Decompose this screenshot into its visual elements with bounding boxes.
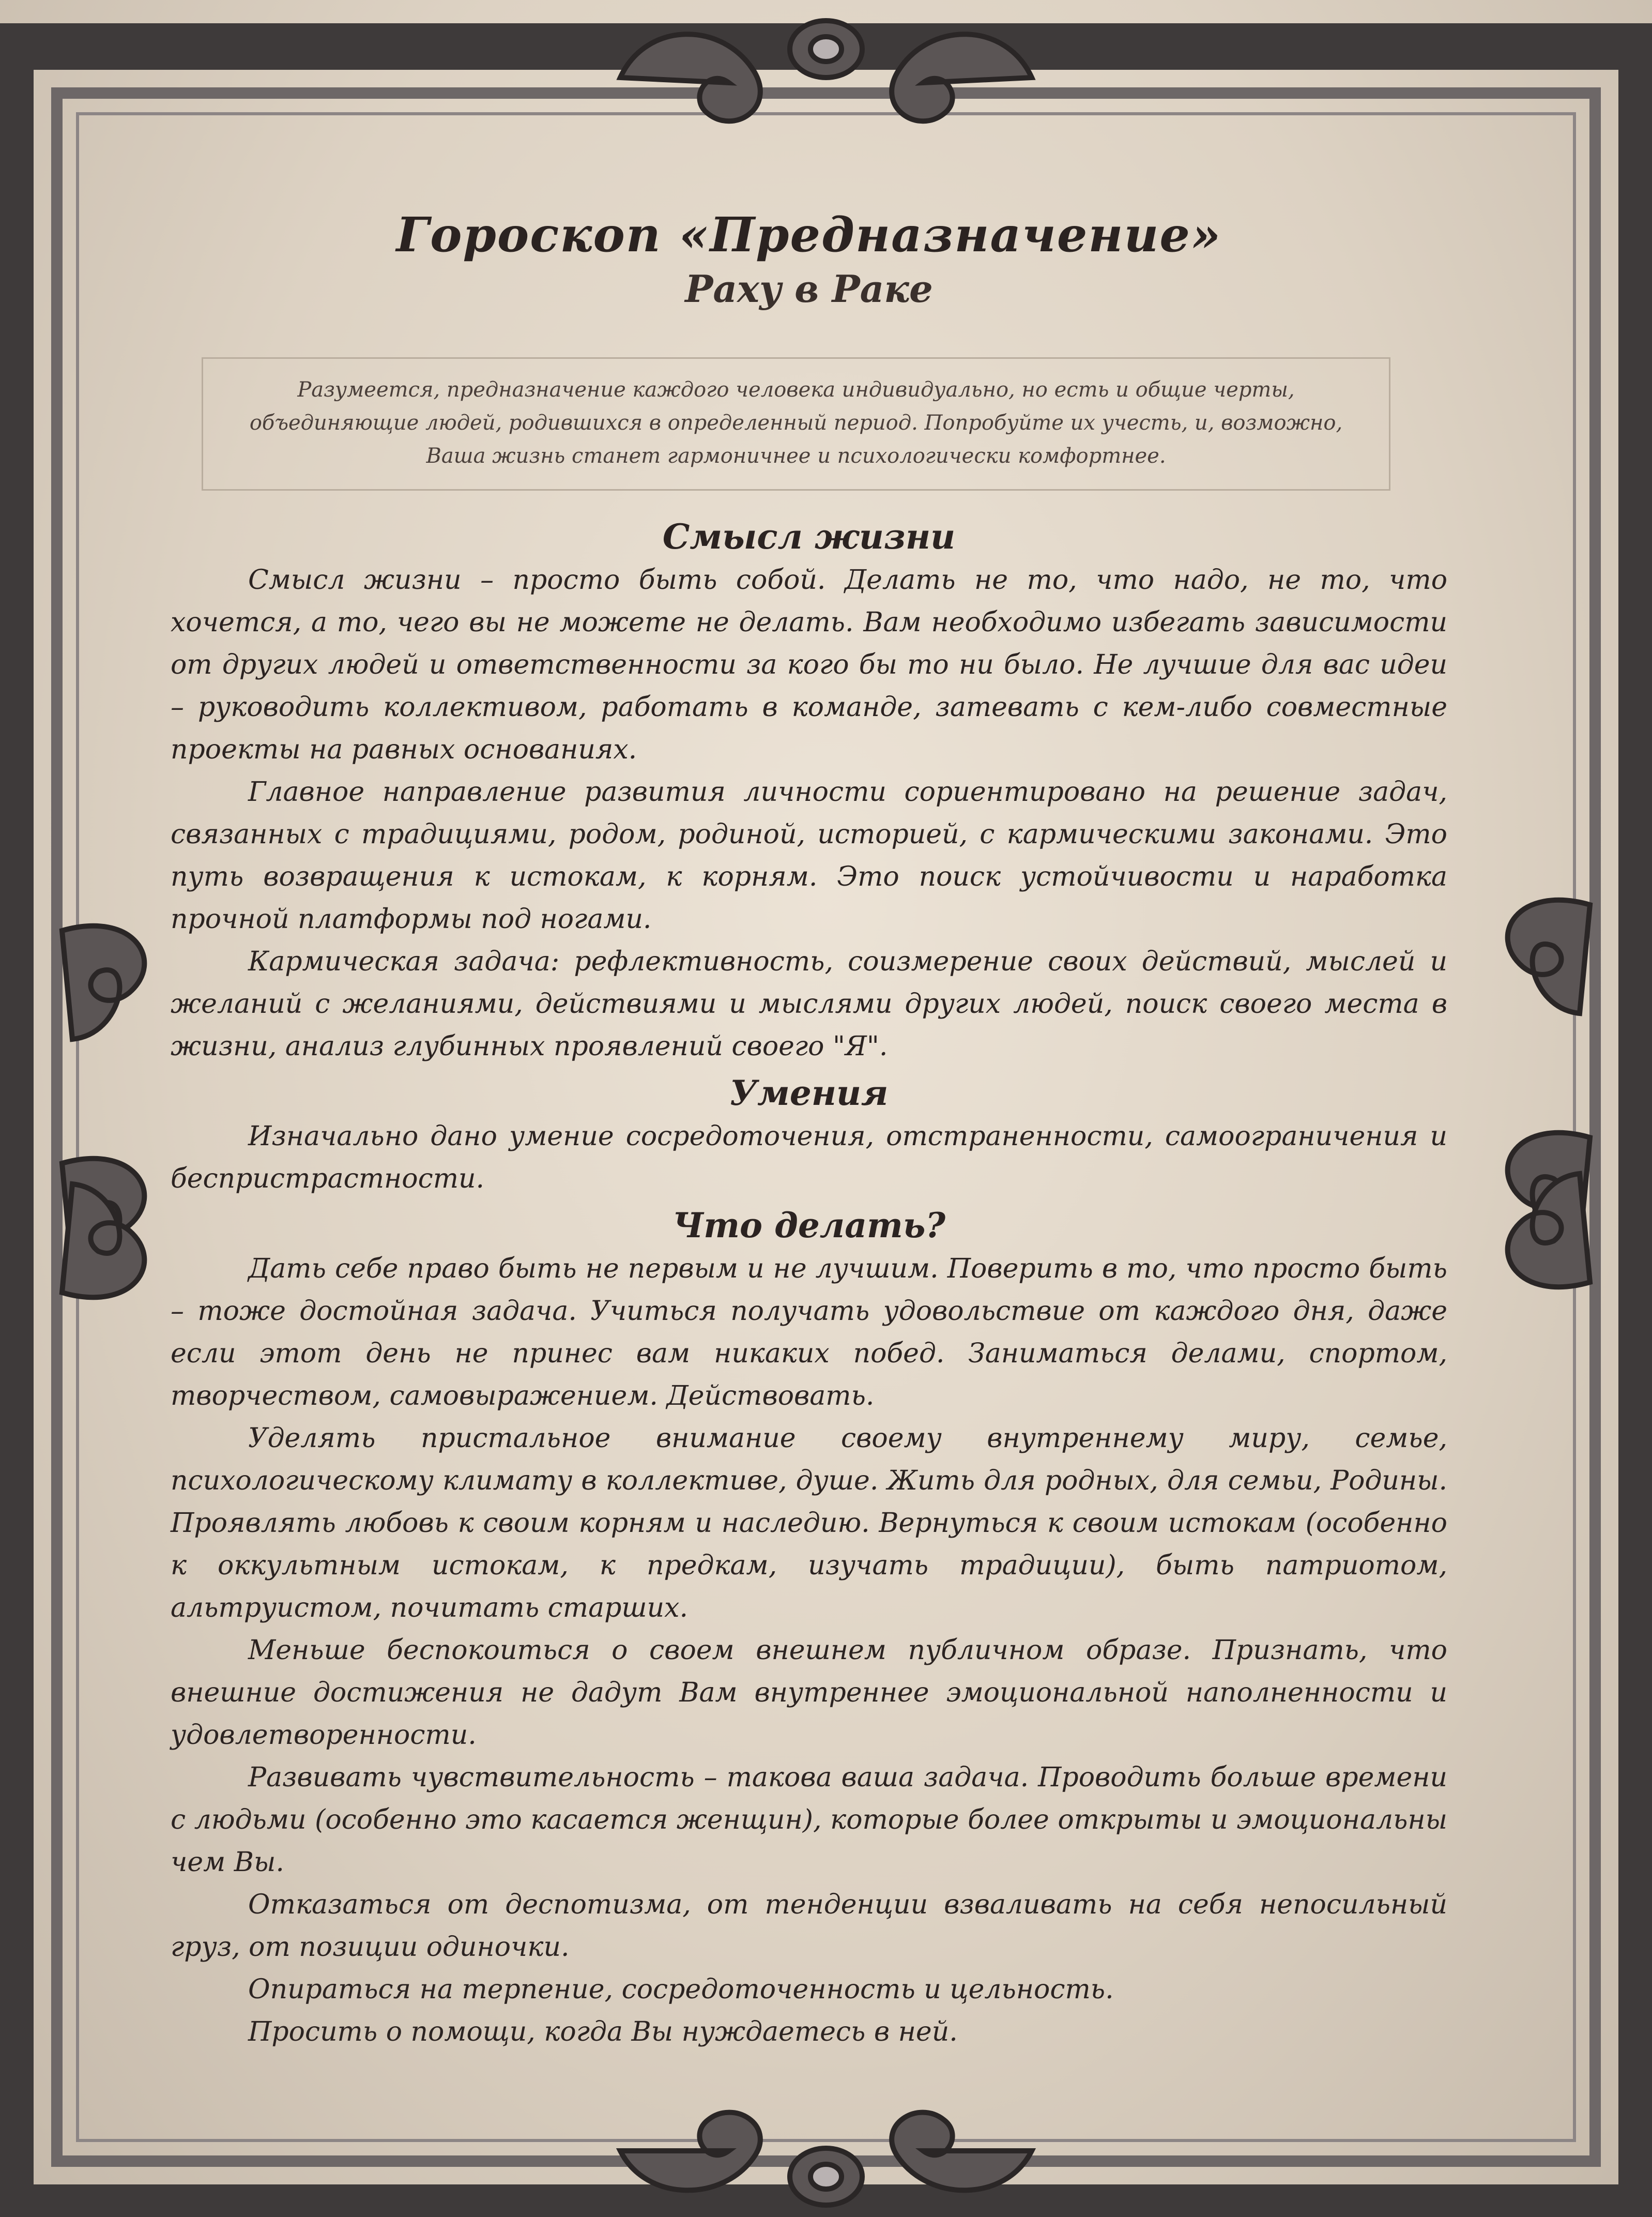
paragraph: Дать себе право быть не первым и не лучшим. Поверить в то, что просто быть – тоже достойная задача. Учиться получать удовольствие от каждого дня, даже если этот день не принес вам никаких побед. Заниматься делами, спортом, творчеством, самовыражением. Действовать.	[171, 1253, 1447, 1411]
intro-box: Разумеется, предназначение каждого человека индивидуально, но есть и общие черты, объединяющие людей, родившихся в определенный период. Попробуйте их учесть, и, возможно, Ваша жизнь станет гармоничнее и психологически комфортнее.	[202, 357, 1390, 491]
document-body	[171, 207, 1447, 2053]
right-scroll-ornaments	[1508, 900, 1590, 1287]
top-scroll-ornament	[620, 21, 1032, 121]
section-heading: Что делать?	[672, 1205, 946, 1246]
paragraph: Просить о помощи, когда Вы нуждаетесь в ней.	[248, 2016, 958, 2047]
paragraph: Изначально дано умение сосредоточения, отстраненности, самоограничения и беспристрастности.	[171, 1121, 1447, 1194]
paragraph: Отказаться от деспотизма, от тенденции взваливать на себя непосильный груз, от позиции одиночки.	[171, 1889, 1447, 1963]
paragraph: Уделять пристальное внимание своему внутреннему миру, семье, психологическому климату в коллективе, душе. Жить для родных, для семьи, Родины. Проявлять любовь к своим корням и наследию. Вернуться к своим истокам (особенно к оккультным истокам, к предкам, изучать традиции), быть патриотом, альтруистом, почитать старших.	[171, 1423, 1447, 1623]
paragraph: Развивать чувствительность – такова ваша задача. Проводить больше времени с людьми (особенно это касается женщин), которые более открыты и эмоциональны чем Вы.	[171, 1762, 1447, 1878]
paragraph: Главное направление развития личности сориентировано на решение задач, связанных с традициями, родом, родиной, историей, с кармическими законами. Это путь возвращения к истокам, к корням. Это поиск устойчивости и наработка прочной платформы под ногами.	[171, 777, 1447, 935]
paragraph: Опираться на терпение, сосредоточенность и цельность.	[248, 1974, 1114, 2005]
section-heading: Смысл жизни	[662, 517, 956, 557]
left-scroll-ornaments	[62, 926, 144, 1297]
page-subtitle: Раху в Раке	[685, 267, 933, 311]
page-title: Гороскоп «Предназначение»	[396, 207, 1222, 263]
paragraph: Смысл жизни – просто быть собой. Делать не то, что надо, не то, что хочется, а то, чего вы не можете не делать. Вам необходимо избегать зависимости от других людей и ответственности за кого бы то ни было. Не лучшие для вас идеи – руководить коллективом, работать в команде, затевать с кем-либо совместные проекты на равных основаниях.	[171, 565, 1447, 765]
bottom-scroll-ornament	[620, 2113, 1032, 2205]
section-heading: Умения	[729, 1073, 889, 1113]
paragraph: Меньше беспокоиться о своем внешнем публичном образе. Признать, что внешние достижения не дадут Вам внутреннее эмоциональной наполненности и удовлетворенности.	[171, 1635, 1447, 1751]
paragraph: Кармическая задача: рефлективность, соизмерение своих действий, мыслей и желаний с желаниями, действиями и мыслями других людей, поиск своего места в жизни, анализ глубинных проявлений своего "Я".	[171, 946, 1447, 1062]
